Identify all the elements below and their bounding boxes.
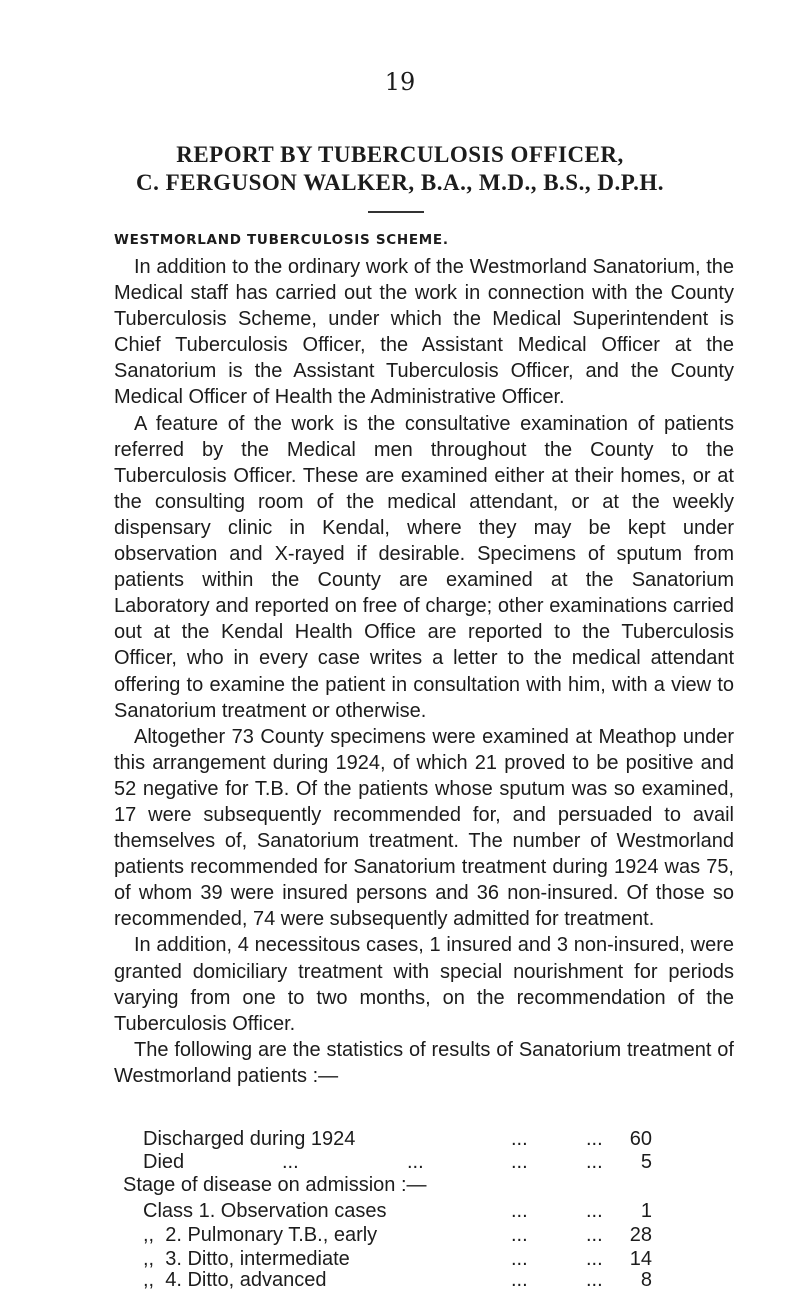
stat-value: 28 xyxy=(629,1224,652,1246)
stat-label: ,, 2. Pulmonary T.B., early xyxy=(143,1224,378,1246)
stat-value: 5 xyxy=(640,1151,652,1173)
stat-label: Discharged during 1924 xyxy=(143,1128,356,1150)
stat-dots: ... xyxy=(511,1248,528,1270)
stat-dots: ... xyxy=(586,1248,603,1270)
stat-dots: ... xyxy=(511,1128,528,1150)
stat-dots: ... xyxy=(586,1151,603,1173)
stat-label: ,, 3. Ditto, intermediate xyxy=(143,1248,350,1270)
paragraph-statistics-intro: The following are the statistics of results of Sanatorium treatment of Westmorland patients :— xyxy=(114,1038,734,1087)
title-divider xyxy=(368,211,424,213)
paragraph-specimens: Altogether 73 County specimens were examined at Meathop under this arrangement during 1924, of which 21 proved to be positive and 52 negative for T.B. Of the patients whose sputum was so examined, 17 were subsequently recommended for, and persuaded to avail themselves of, Sanatorium treatment. The number of Westmorland patients recommended for Sanatorium treatment during 1924 was 75, of whom 39 were insured persons and 36 non-insured. Of those so recommended, 74 were subsequently admitted for treatment. xyxy=(114,725,734,931)
stat-value: 14 xyxy=(629,1248,652,1270)
report-author: C. FERGUSON WALKER, B.A., M.D., B.S., D.P.H. xyxy=(135,170,665,195)
stat-dots: ... xyxy=(407,1151,424,1173)
paragraph-intro: In addition to the ordinary work of the Westmorland Sanatorium, the Medical staff has carried out the work in connection with the County Tuberculosis Scheme, under which the Medical Superintendent is Chief Tuberculosis Officer, the Assistant Medical Officer at the Sanatorium is the Assistant Tuberculosis Officer, and the County Medical Officer of Health the Administrative Officer. xyxy=(114,256,734,409)
stat-dots: ... xyxy=(511,1200,528,1222)
stat-dots: ... xyxy=(586,1128,603,1150)
stat-label: ,, 4. Ditto, advanced xyxy=(143,1269,327,1291)
report-title: REPORT BY TUBERCULOSIS OFFICER, xyxy=(176,142,624,167)
section-heading: WESTMORLAND TUBERCULOSIS SCHEME. xyxy=(114,232,449,248)
stat-dots: ... xyxy=(586,1224,603,1246)
stat-label: Class 1. Observation cases xyxy=(143,1200,387,1222)
paragraph-domiciliary: In addition, 4 necessitous cases, 1 insured and 3 non-insured, were granted domiciliary treatment with special nourishment for periods varying from one to two months, on the recommendation of the Tuberculosis Officer. xyxy=(114,934,734,1035)
page-number: 19 xyxy=(384,68,416,96)
stat-value: 60 xyxy=(629,1128,652,1150)
stat-dots: ... xyxy=(511,1151,528,1173)
stat-label: Stage of disease on admission :— xyxy=(123,1174,427,1196)
stat-dots: ... xyxy=(586,1200,603,1222)
stat-label: Died xyxy=(143,1151,185,1173)
stat-dots: ... xyxy=(586,1269,603,1291)
stat-dots: ... xyxy=(282,1151,299,1173)
paragraph-consultative-work: A feature of the work is the consultative examination of patients referred by the Medical men throughout the County to the Tuberculosis Officer. These are examined either at their homes, or at the consulting room of the medical attendant, or at the weekly dispensary clinic in Kendal, where they may be kept under observation and X-rayed if desirable. Specimens of sputum from patients within the County are examined at the Sanatorium Laboratory and reported on free of charge; other examinations carried out at the Kendal Health Office are reported to the Tuberculosis Officer, who in every case writes a letter to the medical attendant offering to examine the patient in consultation with him, with a view to Sanatorium treatment or otherwise. xyxy=(114,412,734,722)
body-text xyxy=(114,254,734,1089)
stat-dots: ... xyxy=(511,1224,528,1246)
stat-value: 1 xyxy=(640,1200,652,1222)
stat-value: 8 xyxy=(640,1269,652,1291)
stat-dots: ... xyxy=(511,1269,528,1291)
